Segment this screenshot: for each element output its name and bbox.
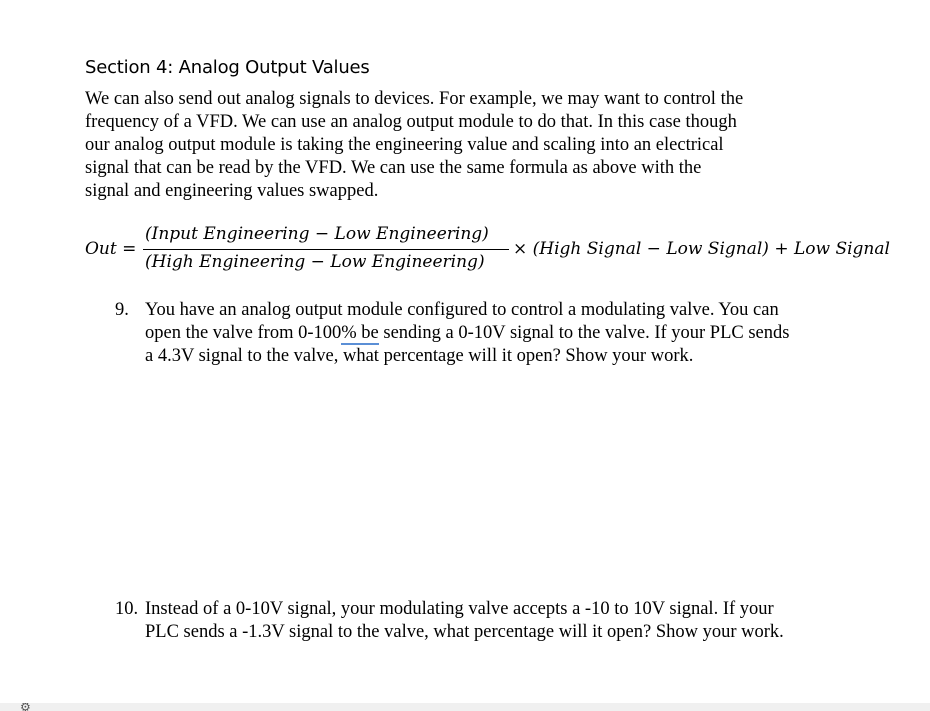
paragraph-line: our analog output module is taking the engineering value and scaling into an electrical: [85, 135, 724, 155]
gear-icon[interactable]: ⚙: [20, 703, 31, 711]
equation-rhs: × (High Signal − Low Signal) + Low Signal: [513, 239, 890, 259]
equation-numerator: (Input Engineering − Low Engineering): [145, 224, 489, 244]
intro-paragraph: [85, 88, 815, 203]
paragraph-line: We can also send out analog signals to devices. For example, we may want to control the: [85, 89, 744, 109]
paragraph-line: signal that can be read by the VFD. We can use the same formula as above with the: [85, 158, 702, 178]
status-bar: [0, 703, 930, 711]
equation-lhs: Out =: [85, 239, 137, 259]
section-heading: Section 4: Analog Output Values: [85, 57, 370, 78]
equation-denominator: (High Engineering − Low Engineering): [145, 252, 485, 272]
question-line-part: sending a 0-10V signal to the valve. If your PLC sends: [378, 323, 790, 343]
question-number: 9.: [115, 300, 129, 320]
question-line: a 4.3V signal to the valve, what percentage will it open? Show your work.: [145, 346, 694, 366]
question-line: PLC sends a -1.3V signal to the valve, what percentage will it open? Show your work.: [145, 622, 784, 642]
paragraph-line: signal and engineering values swapped.: [85, 181, 379, 201]
question-line: You have an analog output module configured to control a modulating valve. You can: [145, 300, 779, 320]
scaling-equation: [85, 224, 925, 276]
question-line: Instead of a 0-10V signal, your modulating valve accepts a -10 to 10V signal. If your: [145, 599, 774, 619]
question-number: 10.: [115, 599, 139, 619]
paragraph-line: frequency of a VFD. We can use an analog output module to do that. In this case though: [85, 112, 737, 132]
question-line-part: open the valve from 0-100: [145, 323, 342, 343]
question-text: [145, 299, 789, 368]
grammar-underline[interactable]: % be: [341, 323, 379, 343]
question-line: [145, 322, 789, 345]
fraction-bar: [143, 249, 509, 250]
question-text: [145, 598, 784, 644]
